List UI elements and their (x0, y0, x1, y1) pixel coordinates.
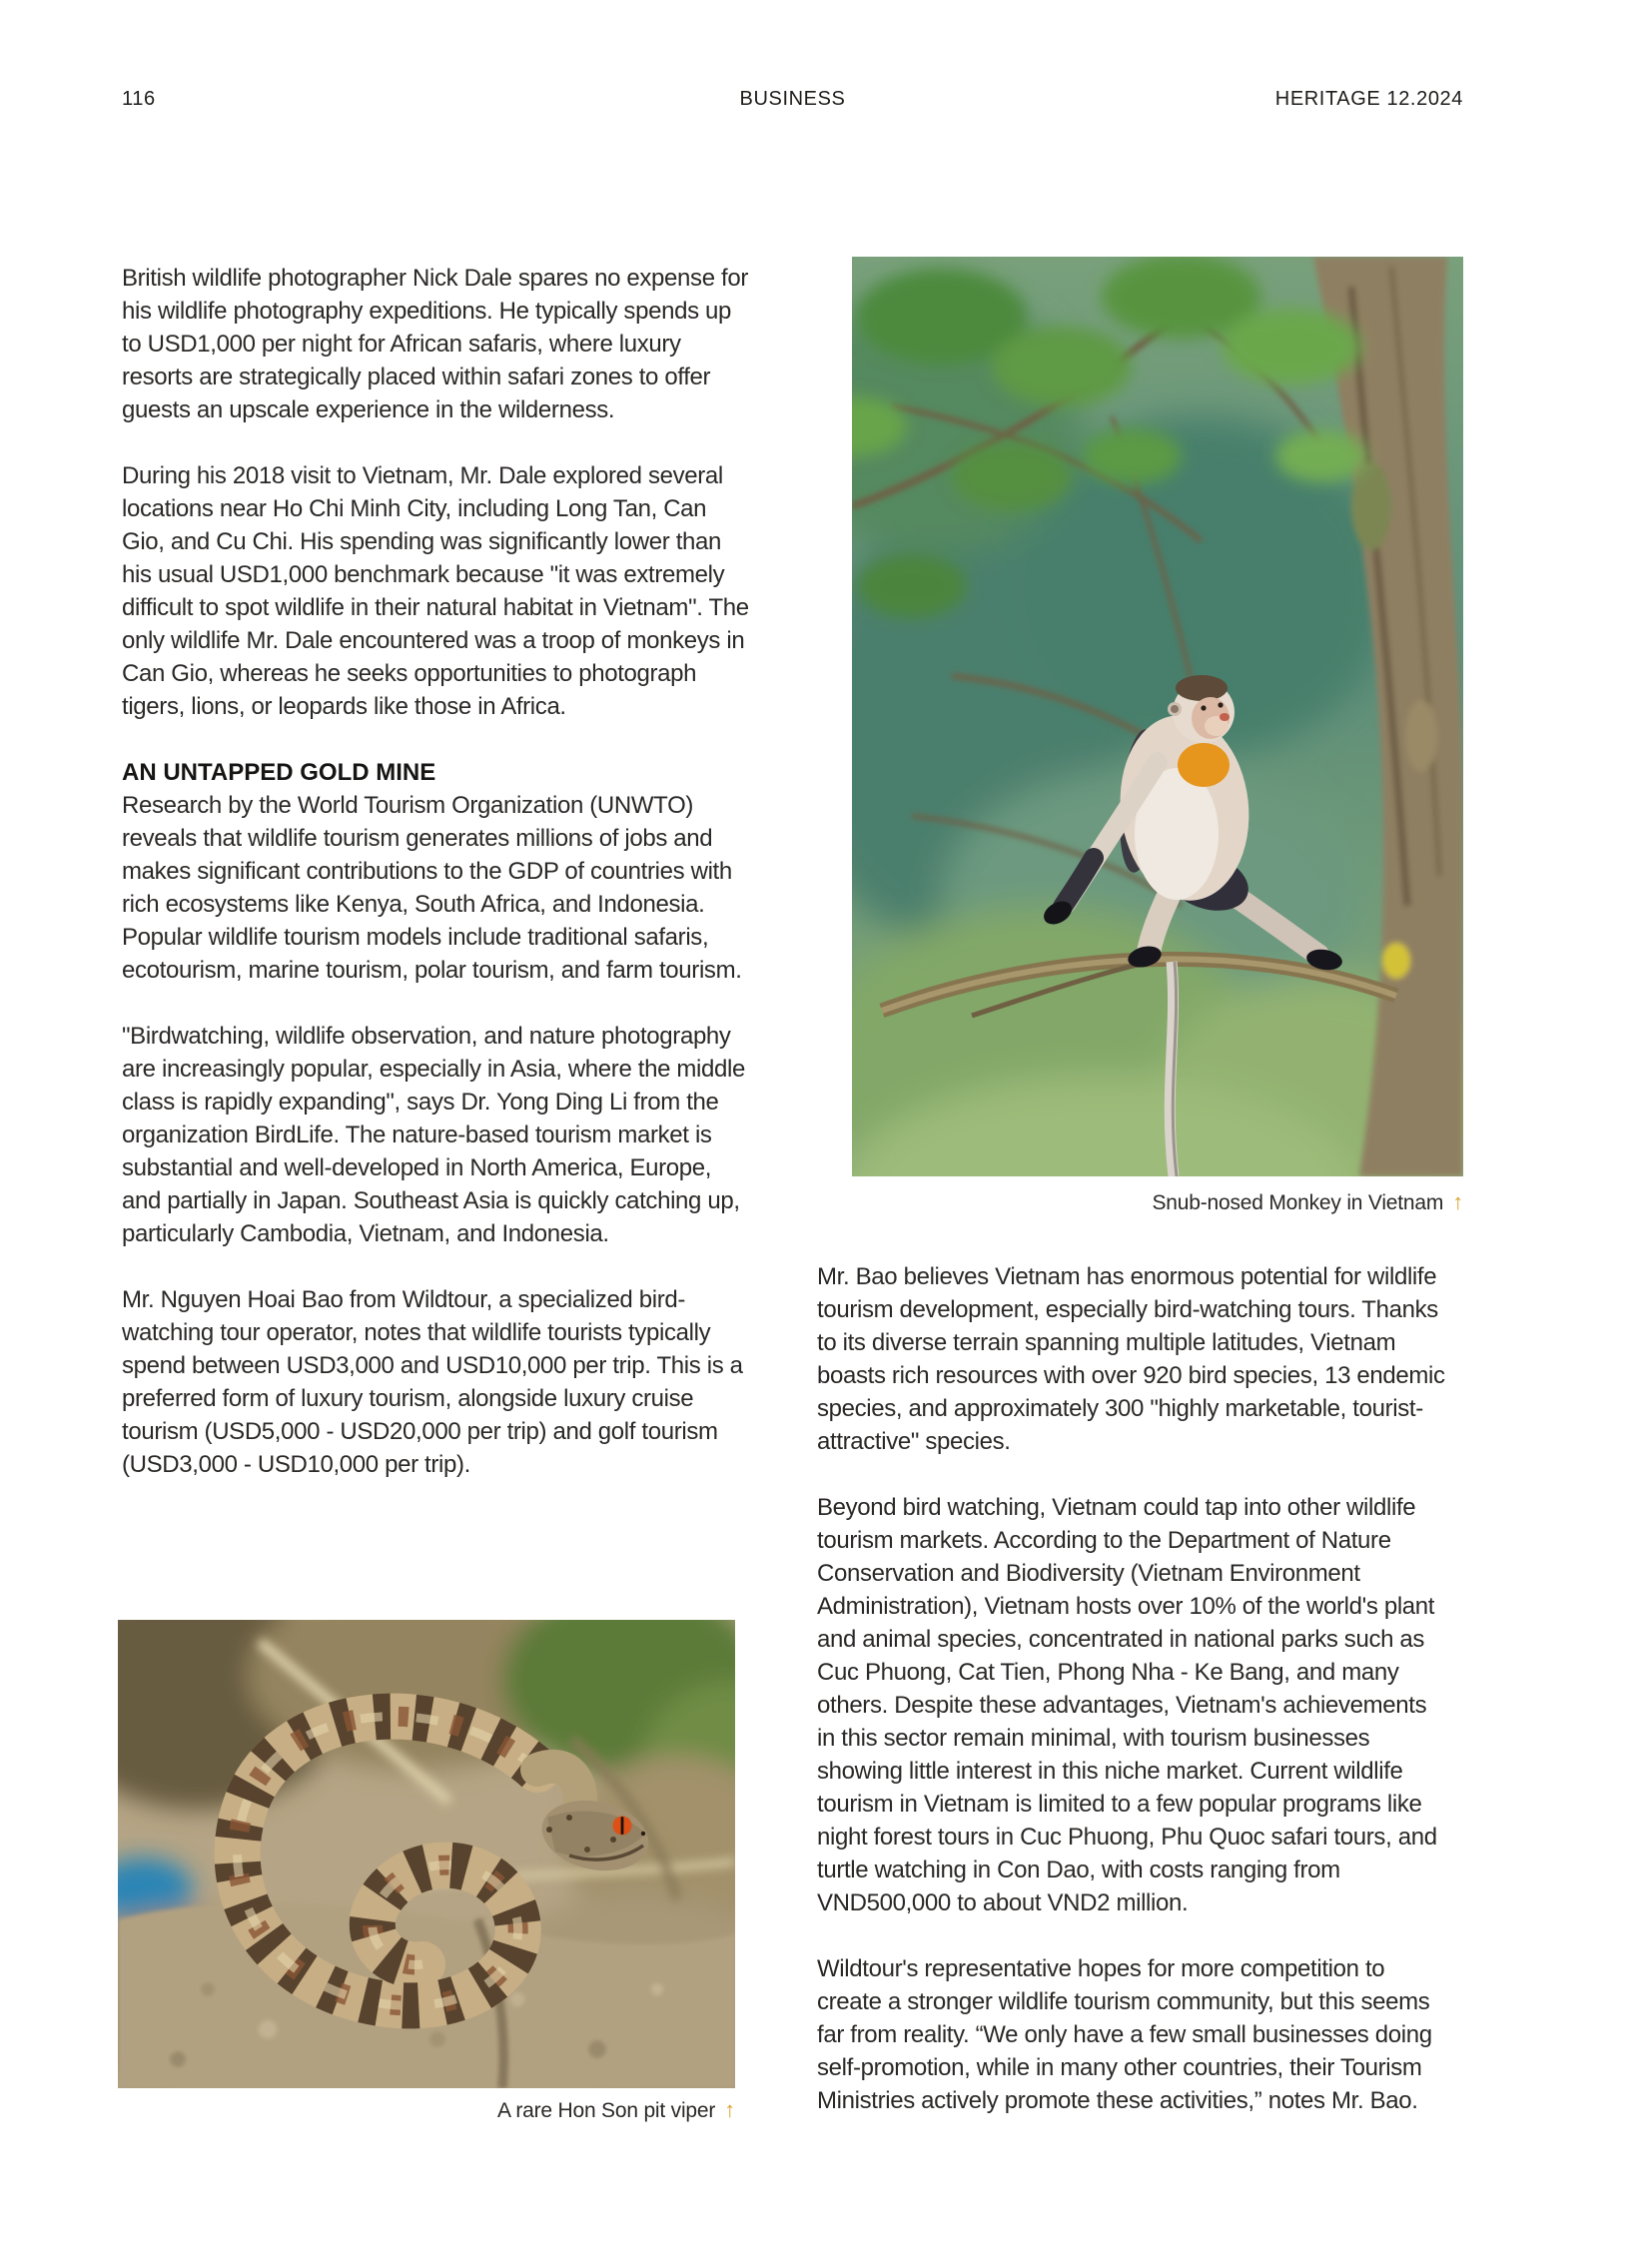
viper-photo-caption (118, 2096, 735, 2125)
section-heading: AN UNTAPPED GOLD MINE (122, 759, 436, 786)
section-label: BUSINESS (739, 88, 846, 110)
up-arrow-icon: ↑ (724, 2097, 735, 2122)
issue-label: HERITAGE 12.2024 (1274, 88, 1463, 110)
left-column (122, 262, 753, 1481)
paragraph: Beyond bird watching, Vietnam could tap into other wildlife tourism markets. According to the Department of Nature Conservation and Biodiversity (Vietnam Environment Administration), Vietnam hosts over 10% of the world's plant and animal species, concentrated in national parks such as Cuc Phuong, Cat Tien, Phong Nha - Ke Bang, and many others. Despite these advantages, Vietnam's achievements in this sector remain minimal, with tourism businesses showing little interest in this niche market. Current wildlife tourism in Vietnam is limited to a few popular programs like night forest tours in Cuc Phuong, Phu Quoc safari tours, and turtle watching in Con Dao, with costs ranging from VND500,000 to about VND2 million. (817, 1494, 1437, 1916)
monkey-photo (852, 257, 1463, 1176)
paragraph: Wildtour's representative hopes for more competition to create a stronger wildlife tourism community, but this seems far from reality. “We only have a few small businesses doing self-promotion, while in many other countries, their Tourism Ministries actively promote these activities,” notes Mr. Bao. (817, 1955, 1432, 2114)
paragraph: British wildlife photographer Nick Dale spares no expense for his wildlife photography expeditions. He typically spends up to USD1,000 per night for African safaris, where luxury resorts are strategically placed within safari zones to offer guests an upscale experience in the wilderness. (122, 265, 748, 423)
paragraph: Mr. Bao believes Vietnam has enormous potential for wildlife tourism development, especially bird-watching tours. Thanks to its diverse terrain spanning multiple latitudes, Vietnam boasts rich resources with over 920 bird species, 13 endemic species, and approximately 300 "highly marketable, tourist-attractive" species. (817, 1263, 1445, 1455)
right-column (817, 1260, 1448, 2117)
up-arrow-icon: ↑ (1452, 1189, 1463, 1214)
caption-text: A rare Hon Son pit viper (497, 2099, 716, 2122)
viper-photo (118, 1620, 735, 2088)
paragraph: Mr. Nguyen Hoai Bao from Wildtour, a specialized bird-watching tour operator, notes that wildlife tourists typically spend between USD3,000 and USD10,000 per trip. This is a preferred form of luxury tourism, alongside luxury cruise tourism (USD5,000 - USD20,000 per trip) and golf tourism (USD3,000 - USD10,000 per trip). (122, 1286, 743, 1478)
paragraph: "Birdwatching, wildlife observation, and nature photography are increasingly popular, especially in Asia, where the middle class is rapidly expanding", says Dr. Yong Ding Li from the organization BirdLife. The nature-based tourism market is substantial and well-developed in North America, Europe, and partially in Japan. Southeast Asia is quickly catching up, particularly Cambodia, Vietnam, and Indonesia. (122, 1023, 745, 1247)
viper-photo-image (118, 1620, 735, 2088)
paragraph: Research by the World Tourism Organization (UNWTO) reveals that wildlife tourism generates millions of jobs and makes significant contributions to the GDP of countries with rich ecosystems like Kenya, South Africa, and Indonesia. Popular wildlife tourism models include traditional safaris, ecotourism, marine tourism, polar tourism, and farm tourism. (122, 792, 742, 984)
monkey-photo-image (852, 257, 1463, 1176)
running-head (122, 86, 1463, 112)
page-number: 116 (122, 88, 156, 110)
paragraph: During his 2018 visit to Vietnam, Mr. Dale explored several locations near Ho Chi Minh City, including Long Tan, Can Gio, and Cu Chi. His spending was significantly lower than his usual USD1,000 benchmark because "it was extremely difficult to spot wildlife in their natural habitat in Vietnam". The only wildlife Mr. Dale encountered was a troop of monkeys in Can Gio, whereas he seeks opportunities to photograph tigers, lions, or leopards like those in Africa. (122, 462, 749, 720)
caption-text: Snub-nosed Monkey in Vietnam (1152, 1191, 1444, 1214)
monkey-photo-caption (852, 1188, 1463, 1217)
